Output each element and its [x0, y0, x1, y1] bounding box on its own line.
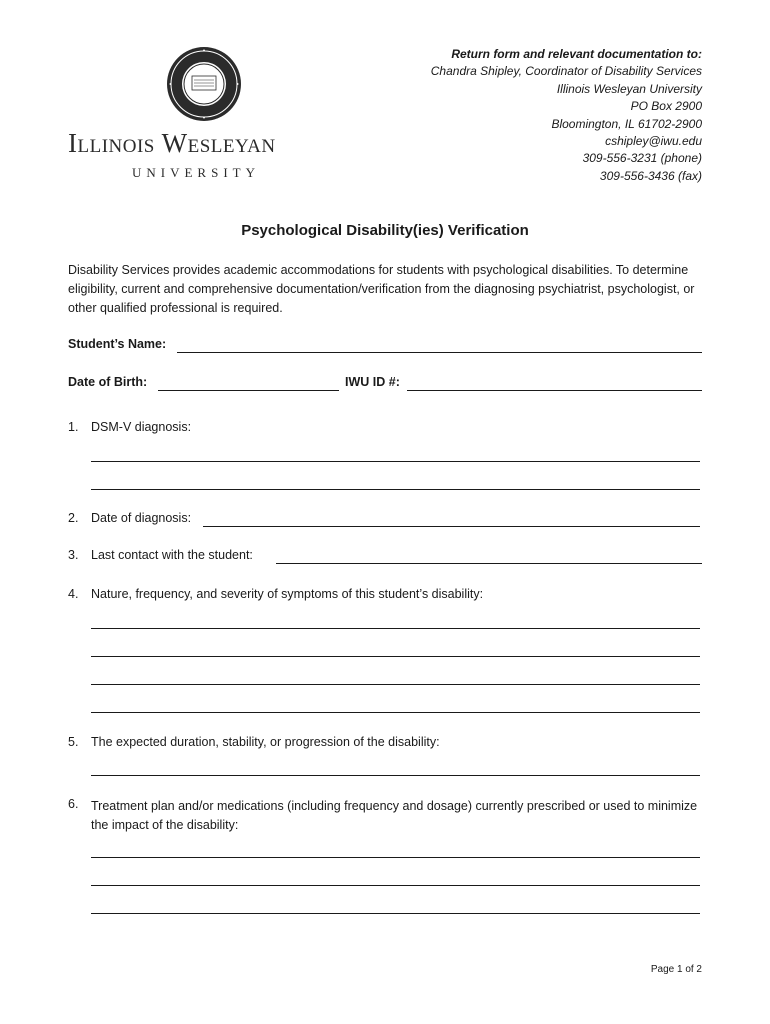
dob-field[interactable] [158, 390, 339, 391]
item-number: 2. [68, 511, 79, 525]
address-line: PO Box 2900 [630, 99, 702, 114]
address-heading: Return form and relevant documentation to: [451, 47, 702, 61]
address-line: Bloomington, IL 61702-2900 [551, 116, 702, 131]
iwu-id-field[interactable] [407, 390, 702, 391]
last-contact-field[interactable] [276, 563, 702, 564]
address-fax: 309-556-3436 (fax) [599, 168, 702, 183]
duration-line[interactable] [91, 775, 700, 776]
student-name-field[interactable] [177, 352, 702, 353]
logo-wordmark: Illinois Wesleyan [68, 128, 276, 158]
address-line: Illinois Wesleyan University [556, 81, 702, 96]
university-seal-icon [166, 46, 242, 122]
symptoms-line-3[interactable] [91, 684, 700, 685]
address-email: cshipley@iwu.edu [605, 134, 702, 149]
form-title: Psychological Disability(ies) Verification [241, 222, 529, 239]
treatment-line-3[interactable] [91, 913, 700, 914]
dsm-diagnosis-label: DSM-V diagnosis: [91, 420, 192, 434]
student-name-label: Student’s Name: [68, 337, 167, 351]
item-number: 6. [68, 797, 79, 811]
diagnosis-date-label: Date of diagnosis: [91, 511, 192, 525]
address-phone: 309-556-3231 (phone) [582, 151, 702, 166]
treatment-line-2[interactable] [91, 885, 700, 886]
university-logo [68, 46, 336, 186]
dsm-diagnosis-line-2[interactable] [91, 489, 700, 490]
return-address [431, 46, 702, 185]
diagnosis-date-field[interactable] [203, 526, 700, 527]
address-line: Chandra Shipley, Coordinator of Disability Services [430, 64, 702, 79]
treatment-plan-label: Treatment plan and/or medications (including frequency and dosage) currently prescribed or used to minimize the impact of the disability: [91, 799, 698, 832]
logo-subwordmark: UNIVERSITY [132, 165, 260, 180]
dsm-diagnosis-line-1[interactable] [91, 461, 700, 462]
item-number: 3. [68, 548, 79, 562]
symptoms-line-1[interactable] [91, 628, 700, 629]
symptoms-label: Nature, frequency, and severity of symptoms of this student’s disability: [91, 587, 484, 601]
treatment-line-1[interactable] [91, 857, 700, 858]
last-contact-label: Last contact with the student: [91, 548, 253, 562]
symptoms-line-4[interactable] [91, 712, 700, 713]
item-number: 4. [68, 587, 79, 601]
intro-paragraph: Disability Services provides academic accommodations for students with psychological disabilities. To determine eligibility, current and comprehensive documentation/verification from the diagnosing psychiatrist, psychologist, or other qualified professional is required. [68, 263, 695, 315]
symptoms-line-2[interactable] [91, 656, 700, 657]
page-number: Page 1 of 2 [650, 964, 702, 975]
dob-label: Date of Birth: [68, 375, 148, 389]
iwu-id-label: IWU ID #: [345, 375, 400, 389]
duration-label: The expected duration, stability, or progression of the disability: [91, 735, 440, 749]
item-number: 5. [68, 735, 79, 749]
item-number: 1. [68, 420, 79, 434]
